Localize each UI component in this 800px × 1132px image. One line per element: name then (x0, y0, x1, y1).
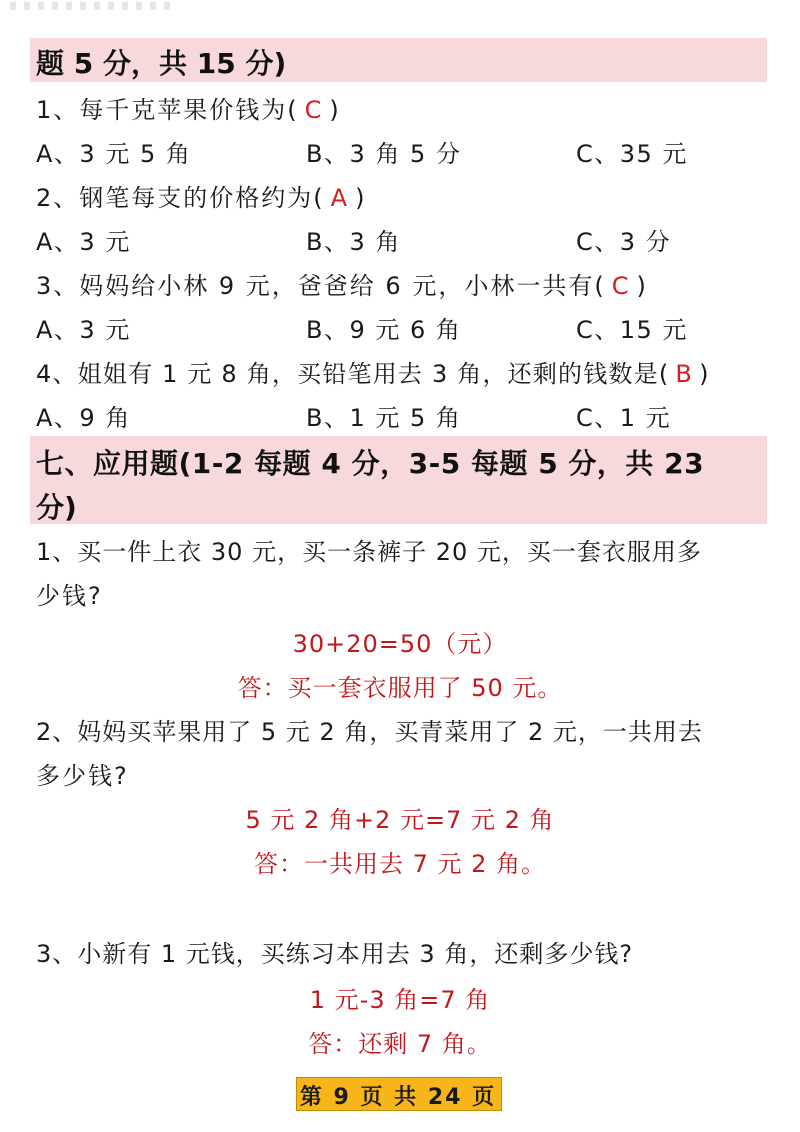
page-number-label: 第 9 页 共 24 页 (299, 1085, 497, 1110)
question-1 (36, 90, 341, 125)
option-c: C、1 元 (576, 404, 672, 432)
question-paren: ) (329, 96, 341, 124)
section-title: 题 5 分，共 15 分) (36, 47, 287, 80)
section-title-continued: 分) (36, 491, 77, 524)
problem-1-line-1: 1、买一件上衣 30 元，买一条裤子 20 元，买一套衣服用多 (36, 538, 702, 566)
answer-letter: A (330, 184, 350, 212)
problem-3-equation: 1 元-3 角=7 角 (309, 986, 491, 1014)
problem-2-line-2: 多少钱? (36, 762, 129, 790)
option-a: A、9 角 (36, 404, 131, 432)
question-paren: ) (636, 272, 648, 300)
problem-3-answer: 答：还剩 7 角。 (308, 1030, 492, 1058)
problem-2-answer: 答：一共用去 7 元 2 角。 (253, 850, 547, 878)
answer-letter: C (611, 272, 631, 300)
question-text: 1、每千克苹果价钱为( (36, 96, 299, 124)
answer-letter: C (304, 96, 324, 124)
option-c: C、3 分 (576, 228, 672, 256)
problem-1-equation: 30+20=50（元） (292, 630, 508, 658)
option-b: B、3 角 5 分 (306, 140, 462, 168)
problem-2-line-1: 2、妈妈买苹果用了 5 元 2 角，买青菜用了 2 元，一共用去 (36, 718, 703, 746)
option-c: C、15 元 (576, 316, 688, 344)
option-a: A、3 元 (36, 228, 131, 256)
question-2 (36, 178, 366, 213)
question-text: 4、姐姐有 1 元 8 角，买铅笔用去 3 角，还剩的钱数是( (36, 360, 670, 388)
option-b: B、9 元 6 角 (306, 316, 462, 344)
faded-header-text (10, 2, 170, 10)
question-text: 2、钢笔每支的价格约为( (36, 184, 325, 212)
option-b: B、3 角 (306, 228, 401, 256)
problem-2-equation: 5 元 2 角+2 元=7 元 2 角 (245, 806, 555, 834)
problem-1-answer: 答：买一套衣服用了 50 元。 (237, 674, 563, 702)
option-a: A、3 元 5 角 (36, 140, 192, 168)
section-title: 七、应用题(1-2 每题 4 分，3-5 每题 5 分，共 23 (36, 447, 705, 480)
question-4 (36, 354, 710, 389)
option-c: C、35 元 (576, 140, 688, 168)
question-text: 3、妈妈给小林 9 元，爸爸给 6 元，小林一共有( (36, 272, 606, 300)
question-paren: ) (355, 184, 367, 212)
question-paren: ) (699, 360, 710, 388)
option-a: A、3 元 (36, 316, 131, 344)
option-b: B、1 元 5 角 (306, 404, 462, 432)
answer-letter: B (675, 360, 694, 388)
problem-3-line-1: 3、小新有 1 元钱，买练习本用去 3 角，还剩多少钱? (36, 940, 634, 968)
problem-1-line-2: 少钱? (36, 582, 103, 610)
question-3 (36, 266, 648, 301)
